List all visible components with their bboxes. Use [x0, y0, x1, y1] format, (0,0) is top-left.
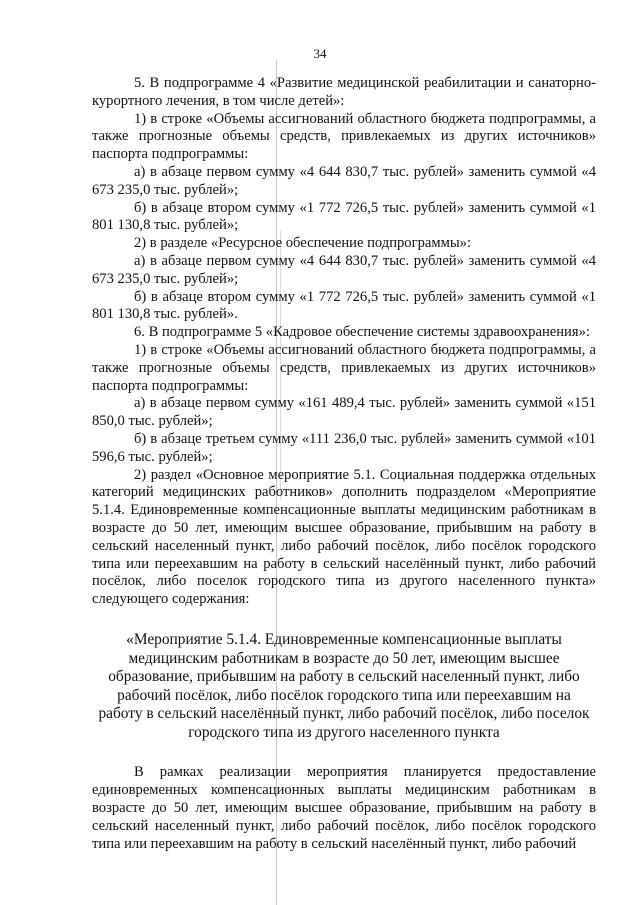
- document-body: [92, 75, 596, 853]
- paragraph: 1) в строке «Объемы ассигнований областного бюджета подпрограммы, а также прогнозные объемы средств, привлекаемых из других источников» паспорта подпрограммы:: [92, 110, 596, 163]
- paragraph: б) в абзаце втором сумму «1 772 726,5 тыс. рублей» заменить суммой «1 801 130,8 тыс. рублей»;: [92, 199, 596, 234]
- paragraph: а) в абзаце первом сумму «4 644 830,7 тыс. рублей» заменить суммой «4 673 235,0 тыс. рублей»;: [92, 163, 596, 198]
- paragraph: 1) в строке «Объемы ассигнований областного бюджета подпрограммы, а также прогнозные объемы средств, привлекаемых из других источников» паспорта подпрограммы:: [92, 341, 596, 394]
- page-number: 34: [313, 46, 327, 61]
- subsection-heading: «Мероприятие 5.1.4. Единовременные компенсационные выплаты медицинским работникам в возрасте до 50 лет, имеющим высшее образование, прибывшим на работу в сельский населенный пункт, либо рабочий посёлок, либо посёлок городского типа или переехавшим на работу в сельский населённый пункт, либо рабочий посёлок, либо поселок городского типа из другого населенного пункта: [98, 630, 590, 741]
- paragraph: а) в абзаце первом сумму «161 489,4 тыс. рублей» заменить суммой «151 850,0 тыс. рублей»;: [92, 395, 596, 430]
- paragraph: 6. В подпрограмме 5 «Кадровое обеспечение системы здравоохранения»:: [134, 324, 590, 341]
- closing-paragraph: В рамках реализации мероприятия планируется предоставление единовременных компенсационных выплаты медицинским работникам в возрасте до 50 лет, имеющим высшее образование, прибывшим на работу в сельский населенный пункт, либо рабочий посёлок, либо посёлок городского типа или переехавшим на работу в сельский населённый пункт, либо рабочий: [92, 764, 596, 852]
- paragraph: 2) раздел «Основное мероприятие 5.1. Социальная поддержка отдельных категорий медицинских работников» дополнить подразделом «Мероприятие 5.1.4. Единовременные компенсационные выплаты медицинским работникам в возрасте до 50 лет, имеющим высшее образование, прибывшим на работу в сельский населенный пункт, либо рабочий посёлок, либо посёлок городского типа или переехавшим на работу в сельский населённый пункт, либо рабочий посёлок, либо поселок городского типа из другого населенного пункта» следующего содержания:: [92, 466, 596, 608]
- paragraph: 5. В подпрограмме 4 «Развитие медицинской реабилитации и санаторно-курортного лечения, в том числе детей»:: [92, 75, 596, 109]
- paragraph: б) в абзаце третьем сумму «111 236,0 тыс. рублей» заменить суммой «101 596,6 тыс. рублей»;: [92, 430, 596, 465]
- paragraph: б) в абзаце втором сумму «1 772 726,5 тыс. рублей» заменить суммой «1 801 130,8 тыс. рублей».: [92, 288, 596, 323]
- paragraph-list: [92, 75, 596, 609]
- paragraph: 2) в разделе «Ресурсное обеспечение подпрограммы»:: [134, 235, 471, 252]
- paragraph: а) в абзаце первом сумму «4 644 830,7 тыс. рублей» заменить суммой «4 673 235,0 тыс. рублей»;: [92, 252, 596, 287]
